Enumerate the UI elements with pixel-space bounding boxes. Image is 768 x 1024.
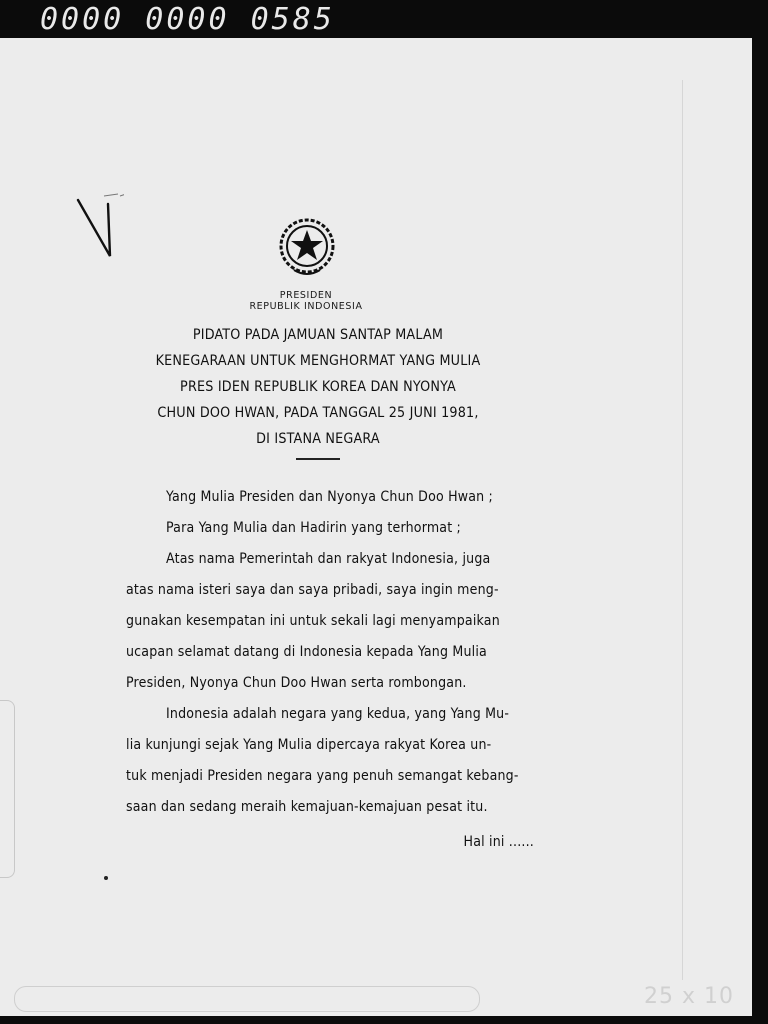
scan-streak	[682, 80, 683, 980]
letterhead	[0, 290, 612, 312]
continuation-text: Hal ini ......	[463, 834, 534, 850]
paragraph-line: saan dan sedang meraih kemajuan-kemajuan pesat itu.	[126, 799, 488, 815]
paragraph-line: gunakan kesempatan ini untuk sekali lagi menyampaikan	[126, 613, 500, 629]
letterhead-line2: REPUBLIK INDONESIA	[249, 301, 363, 312]
salutation: Para Yang Mulia dan Hadirin yang terhormat ;	[166, 520, 462, 536]
letterhead-line1: PRESIDEN	[279, 290, 333, 301]
presidential-emblem-icon	[276, 216, 338, 278]
ink-dot	[104, 876, 108, 880]
film-frame-number: 0000 0000 0585	[40, 2, 335, 37]
title-divider	[296, 458, 340, 460]
paragraph-line: Presiden, Nyonya Chun Doo Hwan serta rombongan.	[126, 675, 467, 691]
paragraph-line: atas nama isteri saya dan saya pribadi, saya ingin meng-	[126, 582, 499, 598]
paragraph-line: Indonesia adalah negara yang kedua, yang Yang Mu-	[166, 706, 510, 722]
salutation: Yang Mulia Presiden dan Nyonya Chun Doo Hwan ;	[166, 489, 494, 505]
binding-tab	[0, 700, 15, 878]
title-line: DI ISTANA NEGARA	[256, 431, 380, 447]
paragraph-line: lia kunjungi sejak Yang Mulia dipercaya rakyat Korea un-	[126, 737, 492, 753]
title-line: PRES IDEN REPUBLIK KOREA DAN NYONYA	[180, 379, 456, 395]
speech-title	[0, 322, 636, 452]
speech-body	[126, 482, 546, 858]
title-line: CHUN DOO HWAN, PADA TANGGAL 25 JUNI 1981,	[157, 405, 479, 421]
title-line: PIDATO PADA JAMUAN SANTAP MALAM	[192, 327, 444, 343]
paragraph-line: Atas nama Pemerintah dan rakyat Indonesia, juga	[166, 551, 491, 567]
check-mark	[74, 190, 124, 270]
paragraph-line: tuk menjadi Presiden negara yang penuh semangat kebang-	[126, 768, 519, 784]
title-line: KENEGARAAN UNTUK MENGHORMAT YANG MULIA	[155, 353, 481, 369]
film-edge	[752, 38, 768, 1024]
paragraph-line: ucapan selamat datang di Indonesia kepada Yang Mulia	[126, 644, 487, 660]
corner-note: 25 x 10	[644, 984, 734, 1009]
scan-artifact-bar	[14, 986, 480, 1012]
